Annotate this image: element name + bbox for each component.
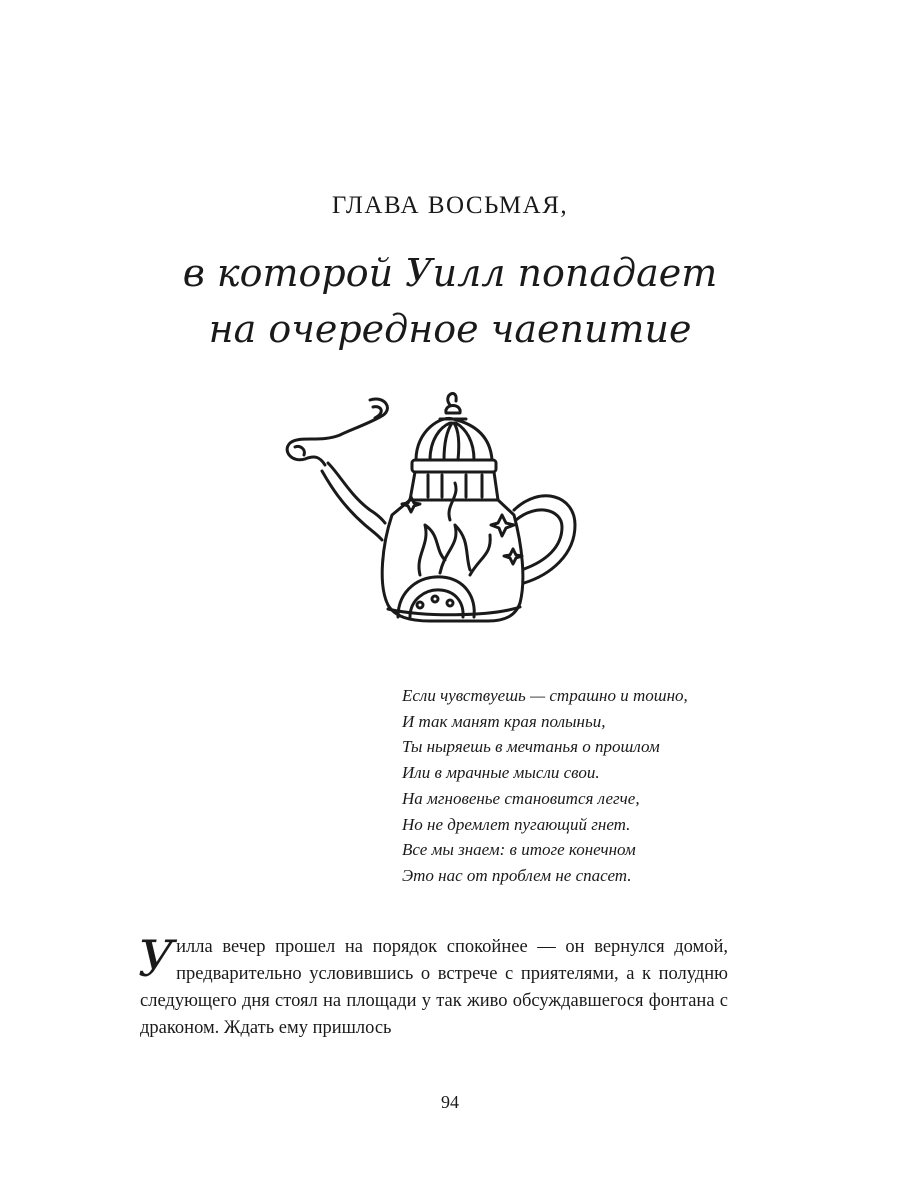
epigraph-line: Ты ныряешь в мечтанья о прошлом: [402, 737, 660, 757]
chapter-title-line: на очередное чаепитие: [208, 307, 692, 351]
epigraph-line: Это нас от проблем не спасет.: [402, 865, 632, 885]
chapter-title: [0, 245, 900, 357]
epigraph-line: И так манят края полыньи,: [402, 711, 606, 731]
body-text: илла вечер прошел на порядок спокойнее — он вернулся домой, предварительно условившись о встрече с приятелями, а к полудню следующего дня стоял на площади у так живо обсуждавшегося фонтана с драконом. Ждать ему пришлось: [140, 937, 728, 1038]
teapot-icon: [270, 385, 590, 630]
body-paragraph: [138, 930, 728, 1042]
epigraph-line: На мгновенье становится легче,: [402, 788, 640, 808]
chapter-label: ГЛАВА ВОСЬМАЯ,: [331, 192, 569, 219]
epigraph-line: Все мы знаем: в итоге конечном: [402, 840, 636, 860]
drop-cap: У: [138, 930, 175, 988]
page-number: 94: [441, 1092, 459, 1112]
epigraph-line: Если чувствуешь — страшно и тошно,: [402, 686, 688, 705]
epigraph: [402, 683, 688, 889]
epigraph-line: Но не дремлет пугающий гнет.: [402, 814, 631, 834]
chapter-title-line: в которой Уилл попадает: [182, 251, 718, 295]
epigraph-line: Или в мрачные мысли свои.: [402, 763, 600, 783]
